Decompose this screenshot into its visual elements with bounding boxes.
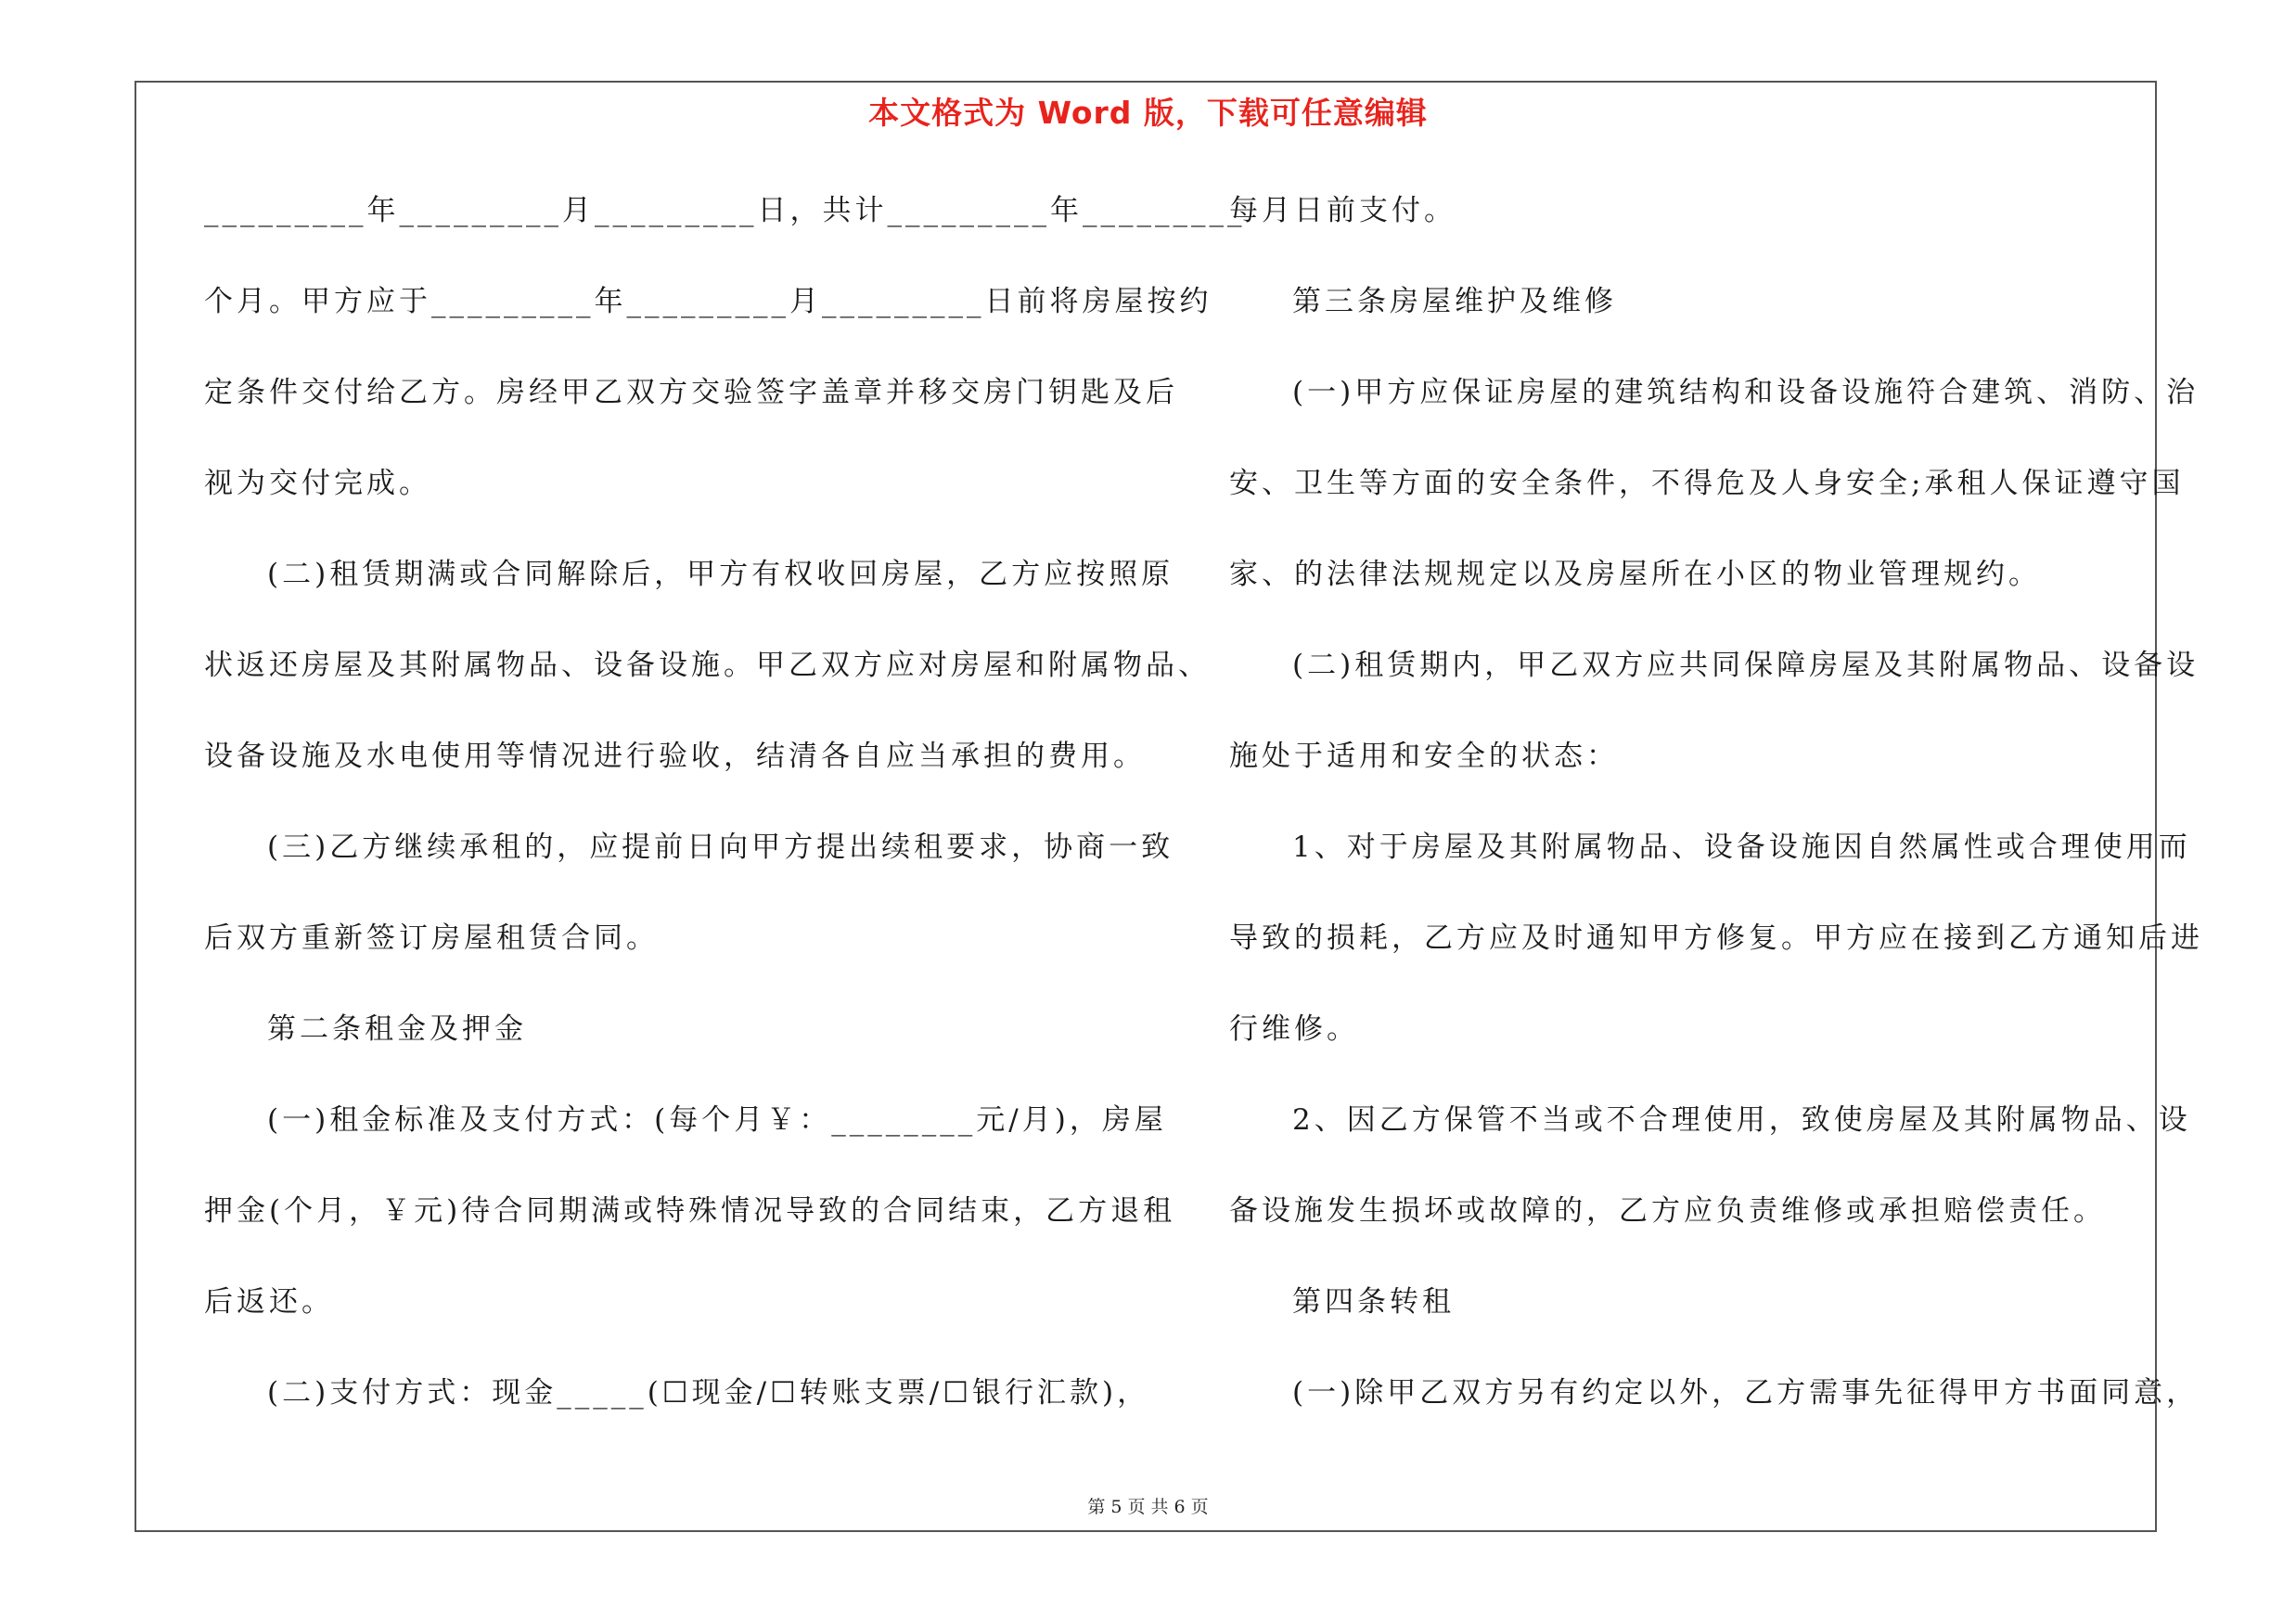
text-line: 1、对于房屋及其附属物品、设备设施因自然属性或合理使用而 xyxy=(1292,831,2191,864)
text-line: 家、的法律法规规定以及房屋所在小区的物业管理规约。 xyxy=(1229,558,2041,591)
text-line: (二)租赁期内，甲乙双方应共同保障房屋及其附属物品、设备设 xyxy=(1292,649,2200,682)
text-line: 定条件交付给乙方。房经甲乙双方交验签字盖章并移交房门钥匙及后 xyxy=(204,376,1178,409)
text-line: 视为交付完成。 xyxy=(204,467,431,500)
text-line: 2、因乙方保管不当或不合理使用，致使房屋及其附属物品、设 xyxy=(1292,1103,2191,1137)
text-line: 设备设施及水电使用等情况进行验收，结清各自应当承担的费用。 xyxy=(204,740,1146,773)
text-line: 后返还。 xyxy=(204,1285,334,1319)
text-line: (二)支付方式：现金_____(☐现金/☐转账支票/☐银行汇款)， xyxy=(267,1376,1150,1410)
left-column xyxy=(204,182,1246,1455)
text-line: (三)乙方继续承租的，应提前日向甲方提出续租要求，协商一致 xyxy=(267,831,1174,864)
text-line: 导致的损耗，乙方应及时通知甲方修复。甲方应在接到乙方通知后进 xyxy=(1229,921,2203,955)
section-heading: 第四条转租 xyxy=(1292,1285,1455,1319)
text-line: 后双方重新签订房屋租赁合同。 xyxy=(204,921,659,955)
word-format-banner: 本文格式为 Word 版，下载可任意编辑 xyxy=(868,95,1428,131)
section-heading: 第二条租金及押金 xyxy=(267,1012,527,1046)
text-line: 押金(个月，￥元)待合同期满或特殊情况导致的合同结束，乙方退租 xyxy=(204,1194,1176,1228)
page-number: 第 5 页 共 6 页 xyxy=(1087,1497,1209,1517)
section-heading: 第三条房屋维护及维修 xyxy=(1292,285,1617,318)
text-line: (一)租金标准及支付方式：(每个月￥：________元/月)，房屋 xyxy=(267,1103,1167,1137)
text-line: 个月。甲方应于_________年_________月_________日前将房屋按约 xyxy=(204,285,1212,318)
text-line: (二)租赁期满或合同解除后，甲方有权收回房屋，乙方应按照原 xyxy=(267,558,1174,591)
text-line: 安、卫生等方面的安全条件，不得危及人身安全;承租人保证遵守国 xyxy=(1229,467,2185,500)
right-column xyxy=(1229,182,2203,1455)
text-line: 每月日前支付。 xyxy=(1229,194,1456,227)
text-line: (一)甲方应保证房屋的建筑结构和设备设施符合建筑、消防、治 xyxy=(1292,376,2200,409)
text-line: 状返还房屋及其附属物品、设备设施。甲乙双方应对房屋和附属物品、 xyxy=(204,649,1211,682)
text-line: (一)除甲乙双方另有约定以外，乙方需事先征得甲方书面同意， xyxy=(1292,1376,2200,1410)
text-line: 备设施发生损坏或故障的，乙方应负责维修或承担赔偿责任。 xyxy=(1229,1194,2106,1228)
text-line: 行维修。 xyxy=(1229,1012,1359,1046)
text-line: _________年_________月_________日，共计_________年_________ xyxy=(204,194,1246,227)
text-line: 施处于适用和安全的状态： xyxy=(1229,740,1619,773)
